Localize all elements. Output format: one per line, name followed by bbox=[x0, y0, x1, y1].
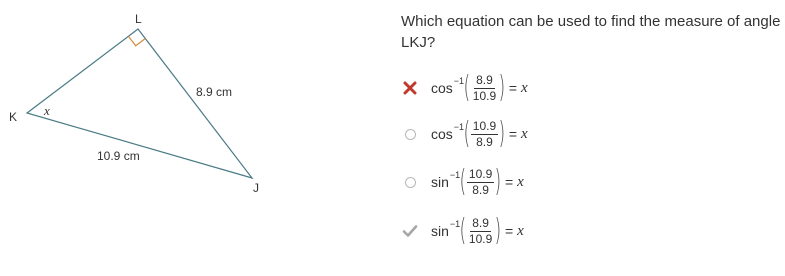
question-text: Which equation can be used to find the measure of angle LKJ? bbox=[401, 13, 781, 51]
inverse-exponent: −1 bbox=[449, 219, 461, 229]
right-paren: ) bbox=[494, 164, 502, 199]
variable-x: x bbox=[517, 222, 524, 239]
equals-sign: = bbox=[504, 174, 514, 190]
denominator: 10.9 bbox=[468, 231, 493, 246]
right-paren: ) bbox=[498, 116, 506, 151]
left-paren: ( bbox=[463, 116, 471, 151]
triangle-figure bbox=[0, 0, 390, 276]
left-paren: ( bbox=[459, 164, 467, 199]
option-1-equation bbox=[431, 70, 528, 105]
inverse-exponent: −1 bbox=[449, 170, 461, 180]
fraction bbox=[471, 120, 498, 149]
answer-option-2[interactable] bbox=[401, 117, 528, 151]
fraction bbox=[467, 217, 494, 246]
equals-sign: = bbox=[508, 126, 518, 142]
option-3-equation bbox=[431, 164, 524, 199]
function-name: cos bbox=[431, 126, 453, 142]
vertex-label-k: K bbox=[9, 110, 18, 124]
option-4-equation bbox=[431, 213, 524, 248]
inverse-exponent: −1 bbox=[453, 122, 465, 132]
vertex-label-l: L bbox=[135, 12, 142, 26]
equals-sign: = bbox=[508, 80, 518, 96]
numerator: 8.9 bbox=[476, 72, 493, 87]
left-paren: ( bbox=[459, 213, 467, 248]
side-label-kj: 10.9 cm bbox=[97, 149, 140, 163]
denominator: 8.9 bbox=[476, 134, 493, 149]
answer-option-1[interactable] bbox=[401, 71, 528, 105]
answer-option-4[interactable] bbox=[401, 214, 524, 248]
angle-label-x: x bbox=[44, 103, 50, 118]
inverse-exponent: −1 bbox=[453, 76, 465, 86]
denominator: 8.9 bbox=[472, 182, 489, 197]
function-name: sin bbox=[431, 174, 449, 190]
right-paren: ) bbox=[494, 213, 502, 248]
radio-button[interactable] bbox=[401, 125, 419, 143]
option-2-equation bbox=[431, 116, 528, 151]
x-mark-icon bbox=[401, 79, 419, 97]
variable-x: x bbox=[521, 125, 528, 142]
vertex-label-j: J bbox=[253, 181, 259, 195]
answer-option-3[interactable] bbox=[401, 165, 524, 199]
denominator: 10.9 bbox=[472, 88, 497, 103]
side-label-lj: 8.9 cm bbox=[196, 85, 233, 99]
radio-button[interactable] bbox=[401, 173, 419, 191]
function-name: cos bbox=[431, 80, 453, 96]
right-paren: ) bbox=[498, 70, 506, 105]
numerator: 10.9 bbox=[472, 118, 497, 133]
equals-sign: = bbox=[504, 223, 514, 239]
variable-x: x bbox=[517, 173, 524, 190]
check-mark-icon bbox=[401, 222, 419, 240]
fraction bbox=[467, 168, 494, 197]
numerator: 10.9 bbox=[468, 166, 493, 181]
fraction bbox=[471, 74, 498, 103]
right-angle-marker bbox=[128, 36, 145, 46]
function-name: sin bbox=[431, 223, 449, 239]
variable-x: x bbox=[521, 79, 528, 96]
left-paren: ( bbox=[463, 70, 471, 105]
numerator: 8.9 bbox=[472, 215, 489, 230]
